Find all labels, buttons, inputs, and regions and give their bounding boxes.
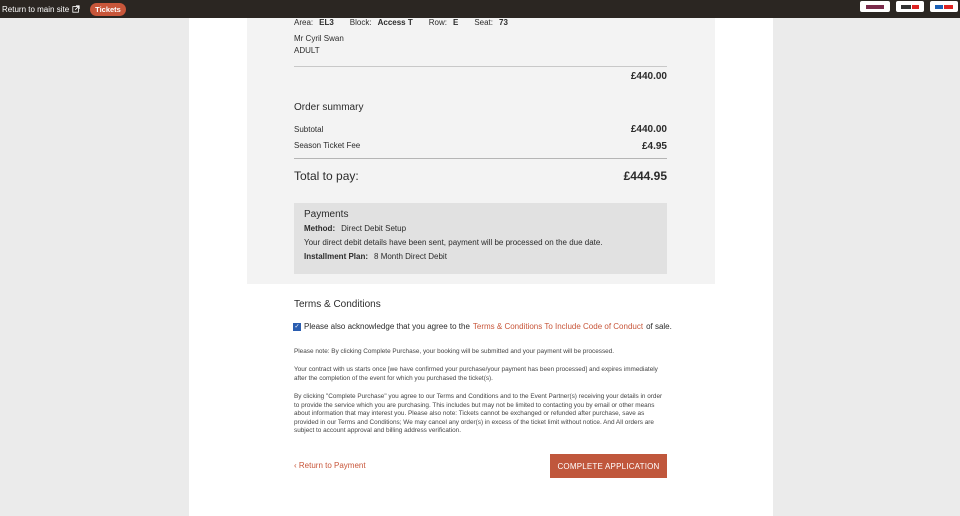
- payments-box: [294, 203, 667, 274]
- ticket-price: £440.00: [630, 71, 667, 82]
- subtotal-value: £440.00: [630, 124, 667, 135]
- season-ticket-fee-label: Season Ticket Fee: [294, 141, 361, 150]
- area-value: EL3: [319, 18, 334, 27]
- payment-method: [304, 224, 657, 233]
- block-value: Access T: [377, 18, 413, 27]
- sponsor-logo-1[interactable]: [860, 1, 890, 12]
- return-to-main-site-link[interactable]: [2, 5, 80, 14]
- contract-note: Your contract with us starts once [we have confirmed your purchase/your payment has been processed] and expires immediately after the completion of the event for which you purchased the ticket(s).: [294, 366, 658, 382]
- terms-agreement-note: By clicking "Complete Purchase" you agree to our Terms and Conditions and to the Event Partner(s) receiving your details in order to provide the service which you are purchasing. This includes but may not be limited to contacting you by email or other means about information that may interest you. Please also note: Tickets cannot be exchanged or refunded after purchase, save as provided in our Terms and Conditions; We may cancel any order(s) in excess of the ticket limit without notice. And All orders are subject to account approval and billing address verification.: [294, 393, 663, 434]
- tickets-tab[interactable]: Tickets: [90, 3, 126, 16]
- subtotal-label: Subtotal: [294, 125, 324, 134]
- payments-title: Payments: [304, 209, 349, 220]
- installment-plan: [304, 252, 657, 261]
- sponsor-logo-2[interactable]: [896, 1, 924, 12]
- payment-method-value: Direct Debit Setup: [341, 224, 407, 233]
- season-ticket-fee-value: £4.95: [641, 141, 667, 152]
- order-summary-title: Order summary: [294, 102, 364, 113]
- payment-method-label: Method:: [304, 224, 336, 233]
- total-to-pay-label: Total to pay:: [294, 169, 359, 183]
- row-value: E: [452, 18, 459, 27]
- block-label: Block:: [349, 18, 372, 27]
- purchase-note: Please note: By clicking Complete Purchase, your booking will be submitted and your payment will be processed.: [294, 348, 615, 355]
- external-link-icon: [72, 5, 80, 13]
- seat-label: Seat:: [474, 18, 493, 27]
- chevron-left-icon: ‹: [294, 461, 299, 470]
- terms-acknowledge-row: [293, 322, 672, 331]
- payment-note: Your direct debit details have been sent, payment will be processed on the due date.: [304, 238, 603, 247]
- seat-value: 73: [499, 18, 508, 27]
- row-label: Row:: [428, 18, 447, 27]
- terms-checkbox[interactable]: ✓: [294, 323, 300, 330]
- return-to-payment-label: Return to Payment: [298, 461, 366, 470]
- sponsor-logos: [860, 1, 958, 12]
- installment-plan-value: 8 Month Direct Debit: [374, 252, 447, 261]
- complete-application-button[interactable]: COMPLETE APPLICATION: [550, 454, 667, 478]
- checkout-page: [189, 18, 773, 516]
- area-label: Area:: [294, 18, 314, 27]
- ticket-holder-name: Mr Cyril Swan: [294, 34, 344, 43]
- seat-details: [294, 18, 518, 27]
- return-to-main-site-label: Return to main site: [2, 4, 70, 14]
- return-to-payment-link[interactable]: [294, 461, 366, 470]
- ack-prefix: Please also acknowledge that you agree to the: [304, 322, 470, 331]
- top-bar: [0, 0, 960, 18]
- ack-suffix: of sale.: [646, 322, 672, 331]
- divider: [294, 158, 667, 159]
- total-to-pay-value: £444.95: [623, 169, 667, 183]
- sponsor-logo-3[interactable]: [930, 1, 958, 12]
- terms-title: Terms & Conditions: [294, 299, 381, 310]
- divider: [294, 66, 667, 67]
- installment-plan-label: Installment Plan:: [304, 252, 369, 261]
- terms-and-conditions-link[interactable]: Terms & Conditions To Include Code of Conduct: [472, 322, 644, 331]
- ticket-holder-type: ADULT: [294, 46, 320, 55]
